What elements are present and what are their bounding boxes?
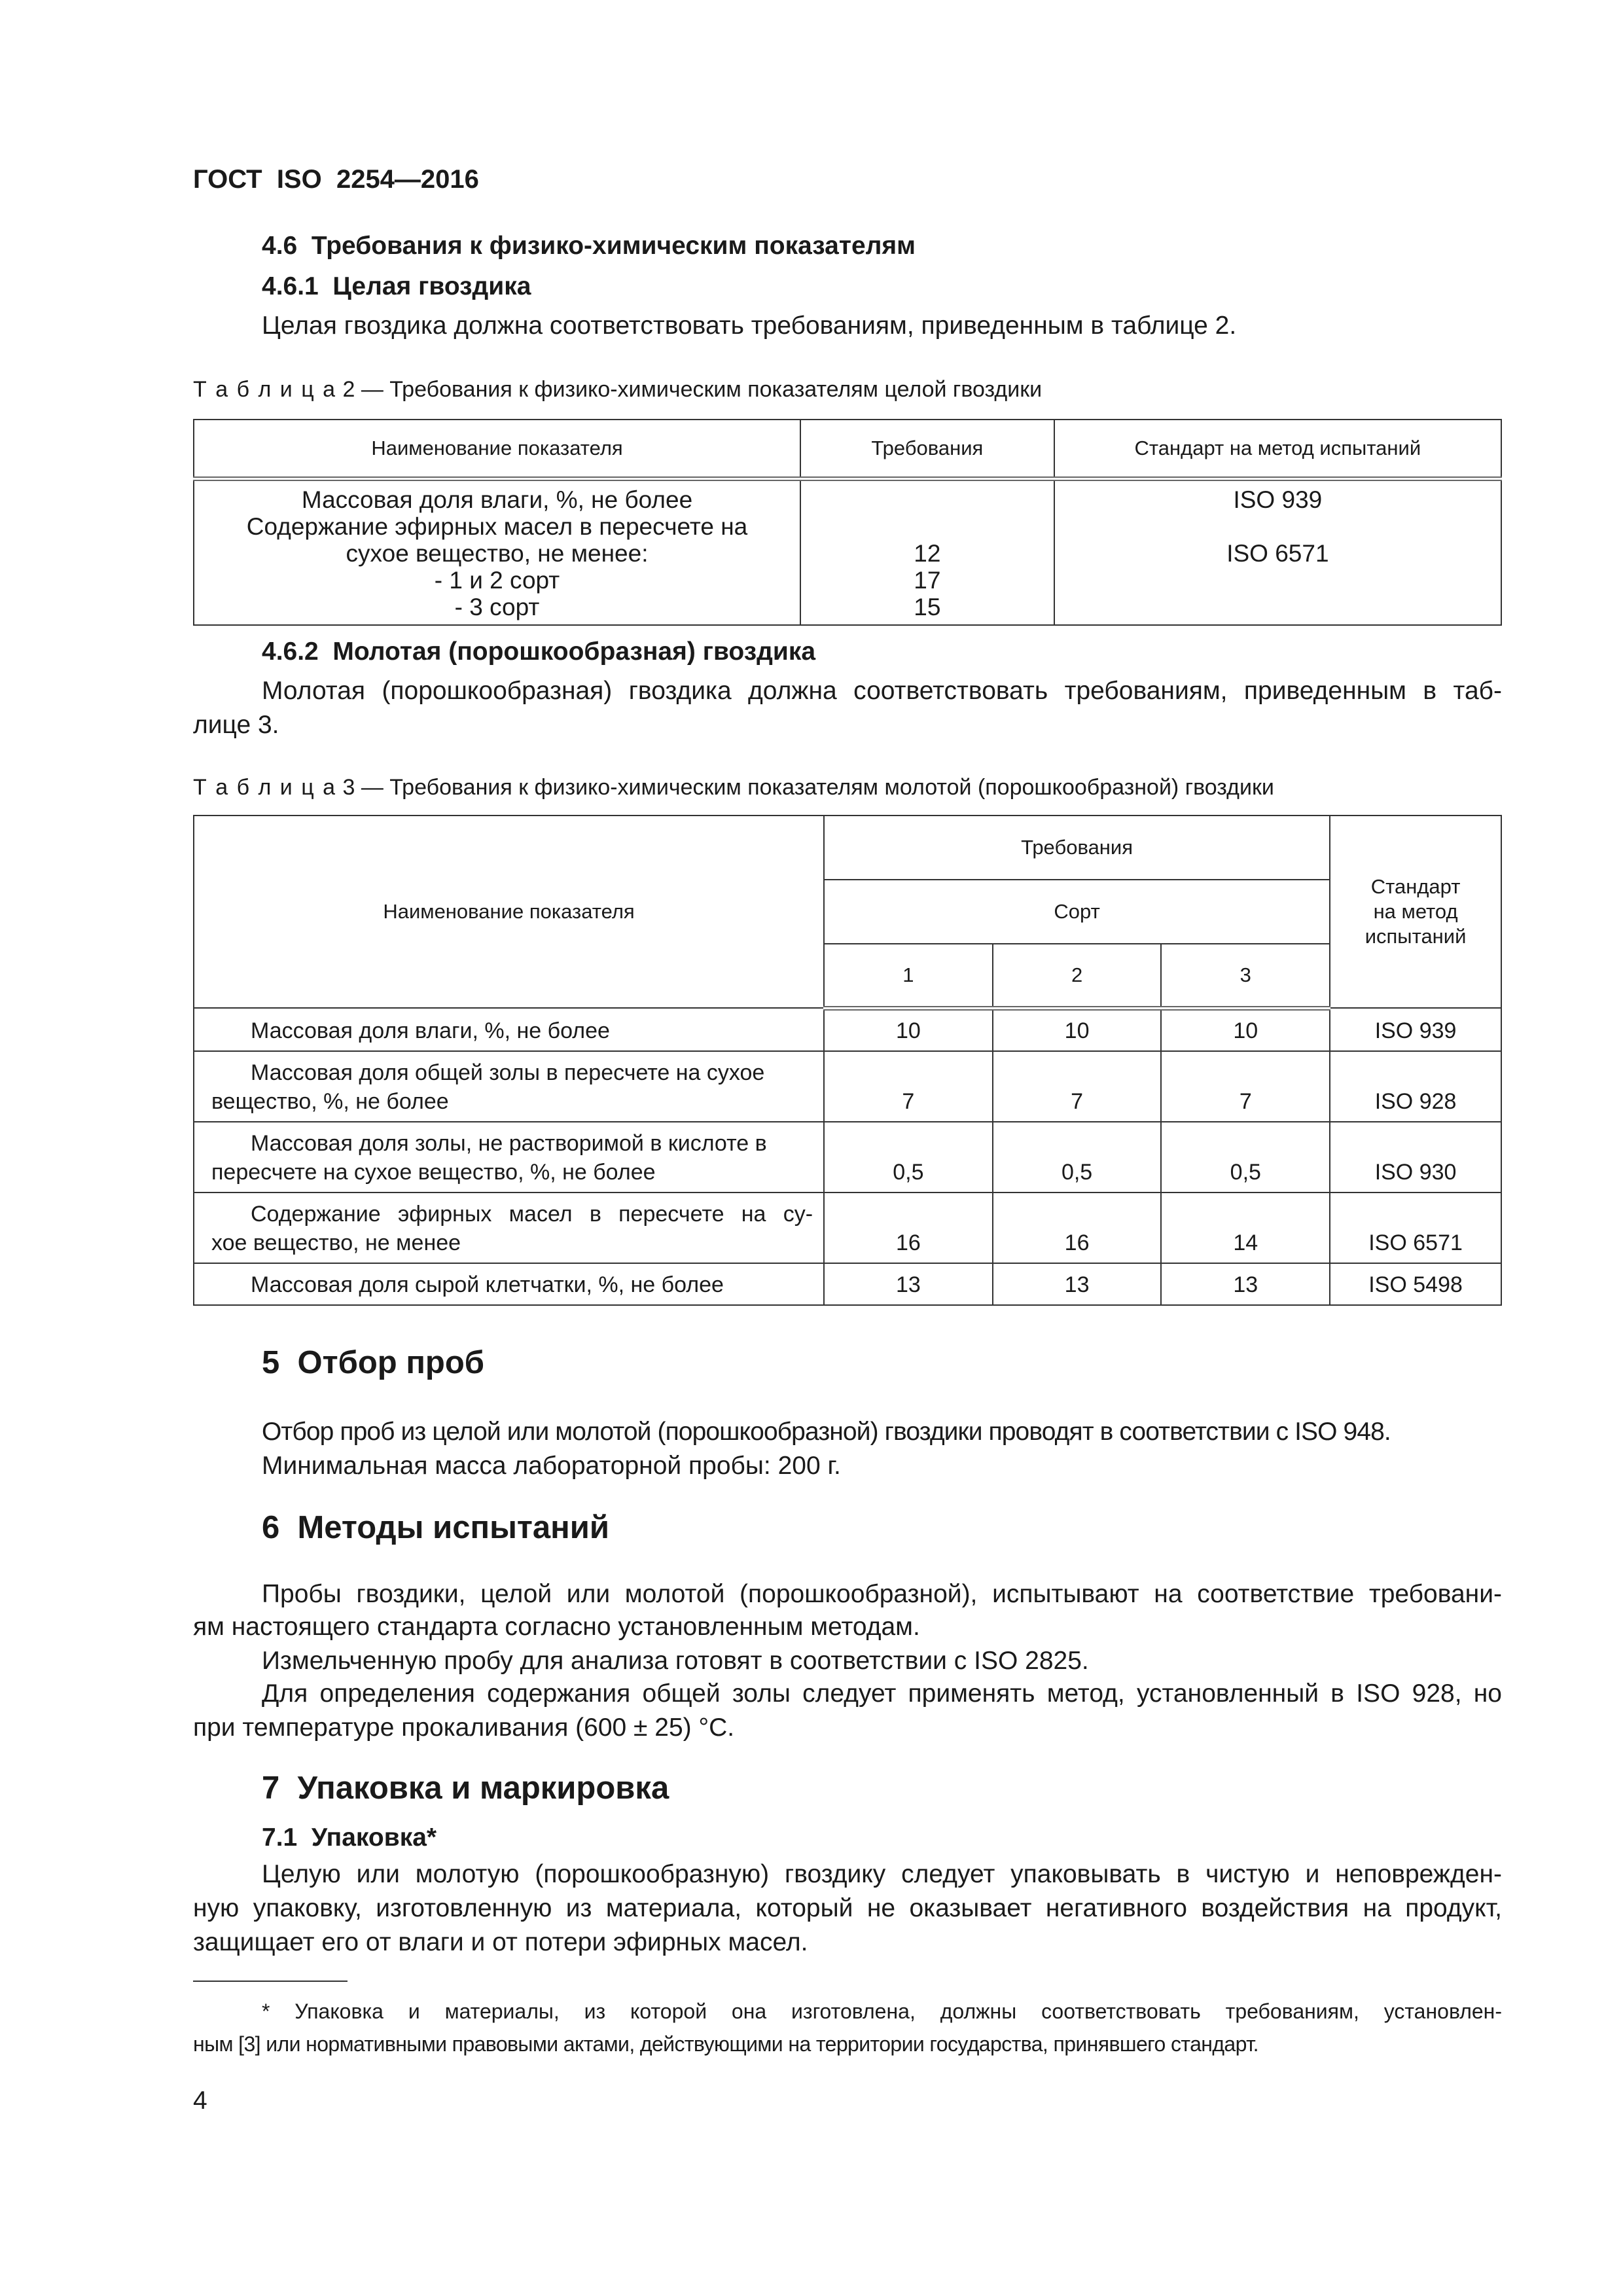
table3-row-v1: 16: [824, 1193, 993, 1263]
table-3: [193, 815, 1502, 1306]
table3-header-std-line: на метод: [1373, 900, 1458, 923]
table2-req-cell: [800, 479, 1054, 626]
table3-header-sort: Сорт: [824, 880, 1330, 944]
section-7-1-text-line3: защищает его от влаги и от потери эфирных масел.: [193, 1928, 808, 1956]
table3-row-v1: 13: [824, 1263, 993, 1305]
section-4-6-2-heading: 4.6.2 Молотая (порошкообразная) гвоздика: [262, 637, 816, 666]
table3-header-req: Требования: [824, 816, 1330, 880]
table2-std-line: ISO 939: [1233, 486, 1323, 513]
table2-std-line: ISO 6571: [1226, 540, 1329, 567]
table3-row-name: [194, 1051, 824, 1122]
table3-row-std: ISO 930: [1330, 1122, 1501, 1193]
table3-row-name: [194, 1263, 824, 1305]
table3-row-v1: 10: [824, 1008, 993, 1051]
table3-header-row-1: [194, 816, 1501, 880]
section-7-1-text-line2: ную упаковку, изготовленную из материала, который не оказывает негативного воздействия на продукт,: [193, 1894, 1502, 1922]
table3-header-sort-1: 1: [824, 944, 993, 1008]
section-7-1-heading: 7.1 Упаковка*: [262, 1823, 437, 1852]
table2-header-row: [194, 420, 1501, 479]
section-7-heading: 7 Упаковка и маркировка: [262, 1770, 669, 1806]
footnote-line2: ным [3] или нормативными правовыми актами, действующими на территории государства, принявшего стандарт.: [193, 2032, 1258, 2056]
table2-caption-prefix: Т а б л и ц а: [193, 377, 337, 402]
table3-row-name-line: Массовая доля общей золы в пересчете на сухое: [251, 1060, 765, 1085]
section-4-6-2-text-line1: Молотая (порошкообразная) гвоздика должна соответствовать требованиям, приведенным в таб-: [262, 677, 1502, 705]
table-row: [194, 1122, 1501, 1193]
table2-header-std: Стандарт на метод испытаний: [1054, 420, 1501, 479]
table3-header-std-line: испытаний: [1364, 925, 1467, 948]
table2-header-name: Наименование показателя: [194, 420, 800, 479]
table2-std-cell: [1054, 479, 1501, 626]
table3-header-std: [1330, 816, 1501, 1008]
section-4-6-2-text-line2: лице 3.: [193, 711, 279, 739]
table-row: [194, 1263, 1501, 1305]
table3-header-sort-2: 2: [993, 944, 1162, 1008]
table2-name-line: - 1 и 2 сорт: [434, 567, 560, 594]
table-row: [194, 1008, 1501, 1051]
table2-name-line: сухое вещество, не менее:: [346, 540, 649, 567]
table2-header-req: Требования: [800, 420, 1054, 479]
section-4-6-1-text: Целая гвоздика должна соответствовать требованиям, приведенным в таблице 2.: [262, 312, 1237, 340]
table3-header-std-line: Стандарт: [1370, 875, 1461, 898]
table3-row-std: ISO 6571: [1330, 1193, 1501, 1263]
table2-caption: [193, 374, 1042, 404]
table2-req-line: 15: [914, 594, 941, 620]
table2-name-line: Содержание эфирных масел в пересчете на: [246, 513, 748, 540]
table3-row-v2: 0,5: [993, 1122, 1162, 1193]
table2-name-cell: [194, 479, 800, 626]
table3-row-v2: 10: [993, 1008, 1162, 1051]
section-7-1-text-line1: Целую или молотую (порошкообразную) гвоздику следует упаковывать в чистую и неповрежден-: [262, 1860, 1502, 1888]
section-6-text-1-line2: ям настоящего стандарта согласно установленным методам.: [193, 1613, 920, 1641]
table3-header-sort-3: 3: [1161, 944, 1330, 1008]
table3-row-v1: 0,5: [824, 1122, 993, 1193]
table3-row-v2: 13: [993, 1263, 1162, 1305]
table3-row-std: ISO 5498: [1330, 1263, 1501, 1305]
table3-row-v1: 7: [824, 1051, 993, 1122]
table2-caption-text: 2 — Требования к физико-химическим показателям целой гвоздики: [342, 377, 1043, 402]
table-row: [194, 1051, 1501, 1122]
table2-req-line: 12: [914, 540, 941, 567]
section-4-6-heading: 4.6 Требования к физико-химическим показателям: [262, 232, 916, 260]
table3-row-v3: 14: [1161, 1193, 1330, 1263]
table3-row-v3: 10: [1161, 1008, 1330, 1051]
table3-row-name-line: хое вещество, не менее: [211, 1230, 461, 1255]
table3-row-v2: 7: [993, 1051, 1162, 1122]
table3-row-name-line: Массовая доля золы, не растворимой в кислоте в: [251, 1131, 767, 1156]
table3-row-name-line: пересчете на сухое вещество, %, не более: [211, 1160, 656, 1185]
table2-req-line: 17: [914, 567, 941, 594]
table2-name-line: Массовая доля влаги, %, не более: [301, 486, 693, 513]
table3-caption-text: 3 — Требования к физико-химическим показателям молотой (порошкообразной) гвоздики: [342, 775, 1274, 800]
page-number: 4: [193, 2087, 207, 2115]
footnote-line1: * Упаковка и материалы, из которой она изготовлена, должны соответствовать требованиям, установлен-: [262, 2000, 1502, 2023]
table-2: [193, 419, 1502, 626]
section-6-text-1-line1: Пробы гвоздики, целой или молотой (порошкообразной), испытывают на соответствие требовани-: [262, 1580, 1502, 1608]
table3-row-name: [194, 1193, 824, 1263]
section-6-heading: 6 Методы испытаний: [262, 1510, 610, 1545]
table3-row-name: [194, 1122, 824, 1193]
table2-body-row: [194, 479, 1501, 626]
section-5-text-1: Отбор проб из целой или молотой (порошкообразной) гвоздики проводят в соответствии с ISO 948.: [262, 1418, 1391, 1446]
table3-caption: [193, 772, 1274, 802]
table3-row-name-line: Массовая доля сырой клетчатки, %, не более: [251, 1272, 724, 1297]
footnote-rule: [193, 1981, 348, 1982]
table3-row-name: [194, 1008, 824, 1051]
section-5-heading: 5 Отбор проб: [262, 1345, 485, 1380]
table3-row-v3: 13: [1161, 1263, 1330, 1305]
table3-row-std: ISO 939: [1330, 1008, 1501, 1051]
table3-row-name-line: Содержание эфирных масел в пересчете на су-: [251, 1202, 813, 1227]
table3-row-name-line: Массовая доля влаги, %, не более: [251, 1018, 610, 1043]
table2-name-line: - 3 сорт: [454, 594, 540, 620]
section-6-text-2: Измельченную пробу для анализа готовят в соответствии с ISO 2825.: [262, 1647, 1089, 1675]
table3-row-v3: 7: [1161, 1051, 1330, 1122]
table3-row-v3: 0,5: [1161, 1122, 1330, 1193]
section-6-text-3-line1: Для определения содержания общей золы следует применять метод, установленный в ISO 928, но: [262, 1679, 1502, 1708]
document-id: ГОСТ ISO 2254—2016: [193, 165, 479, 194]
section-4-6-1-heading: 4.6.1 Целая гвоздика: [262, 272, 531, 300]
table3-row-std: ISO 928: [1330, 1051, 1501, 1122]
table3-header-name: Наименование показателя: [194, 816, 824, 1008]
section-5-text-2: Минимальная масса лабораторной пробы: 200 г.: [262, 1452, 841, 1480]
table3-row-name-line: вещество, %, не более: [211, 1089, 449, 1114]
table3-row-v2: 16: [993, 1193, 1162, 1263]
table3-caption-prefix: Т а б л и ц а: [193, 775, 337, 800]
table-row: [194, 1193, 1501, 1263]
section-6-text-3-line2: при температуре прокаливания (600 ± 25) °С.: [193, 1713, 735, 1742]
